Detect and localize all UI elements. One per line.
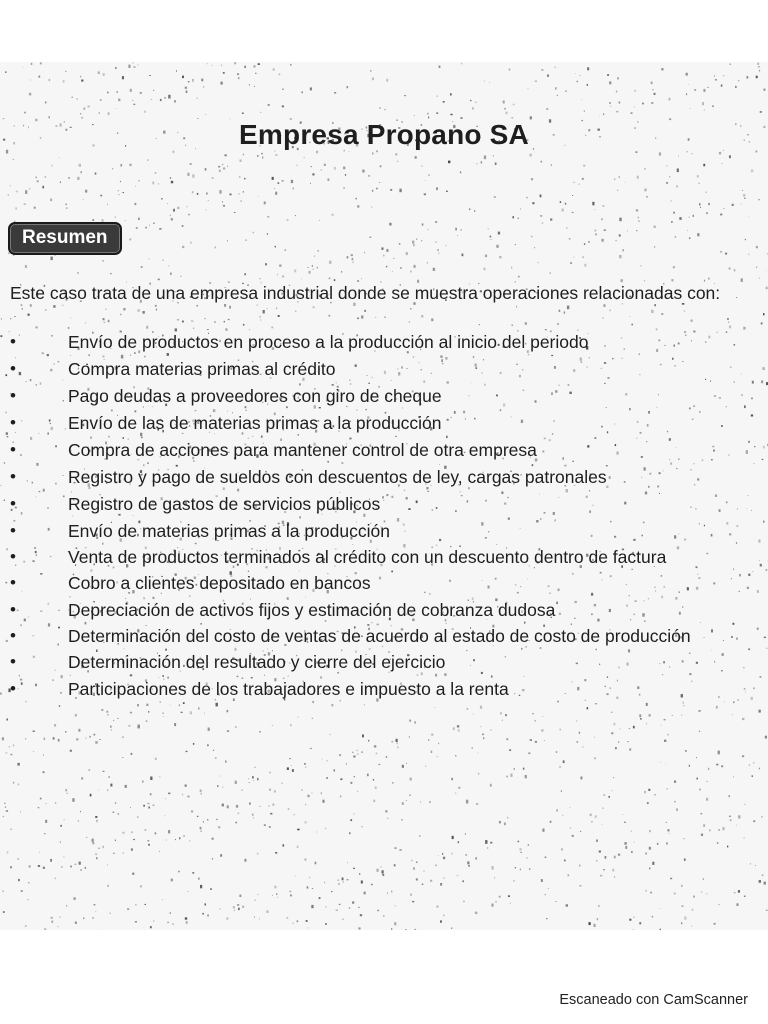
list-item <box>10 520 750 542</box>
bullet-icon: • <box>10 652 16 671</box>
bullet-icon: • <box>10 626 16 645</box>
bullet-icon: • <box>10 521 16 540</box>
list-item-text: Envío de materias primas a la producción <box>68 521 390 541</box>
list-item <box>10 547 750 567</box>
bullet-icon: • <box>10 359 16 378</box>
scanned-paper <box>0 62 768 930</box>
list-item-text: Determinación del resultado y cierre del ejercicio <box>68 652 446 672</box>
section-badge-resumen: Resumen <box>8 222 122 255</box>
list-item <box>10 678 750 700</box>
list-item-text: Cobro a clientes depositado en bancos <box>68 573 371 593</box>
list-item <box>10 358 750 380</box>
bullet-icon: • <box>10 600 16 619</box>
camscanner-watermark: Escaneado con CamScanner <box>559 992 748 1008</box>
intro-paragraph: Este caso trata de una empresa industrial donde se muestra operaciones relacionadas con: <box>10 283 721 303</box>
operations-list <box>10 331 750 705</box>
list-item-text: Participaciones de los trabajadores e impuesto a la renta <box>68 679 509 699</box>
list-item-text: Registro y pago de sueldos con descuentos de ley, cargas patronales <box>68 467 607 487</box>
bullet-icon: • <box>10 573 16 592</box>
list-item-text: Compra materias primas al crédito <box>68 359 336 379</box>
list-item-text: Pago deudas a proveedores con giro de cheque <box>68 386 442 406</box>
bullet-icon: • <box>10 386 16 405</box>
document-title: Empresa Propano SA <box>239 119 529 150</box>
list-item <box>10 572 750 594</box>
list-item-text: Envío de productos en proceso a la producción al inicio del periodo <box>68 332 589 352</box>
list-item <box>10 439 750 461</box>
list-item <box>10 651 750 673</box>
list-item-text: Compra de acciones para mantener control de otra empresa <box>68 440 537 460</box>
list-item <box>10 599 750 621</box>
bullet-icon: • <box>10 547 16 566</box>
bullet-icon: • <box>10 440 16 459</box>
bullet-icon: • <box>10 679 16 698</box>
list-item-text: Venta de productos terminados al crédito con un descuento dentro de factura <box>68 547 667 567</box>
bullet-icon: • <box>10 494 16 513</box>
list-item <box>10 626 750 646</box>
list-item <box>10 331 750 353</box>
bullet-icon: • <box>10 467 16 486</box>
list-item-text: Depreciación de activos fijos y estimación de cobranza dudosa <box>68 600 556 620</box>
list-item-text: Envío de las de materias primas a la producción <box>68 413 442 433</box>
list-item <box>10 466 750 488</box>
list-item <box>10 412 750 434</box>
list-item-text: Registro de gastos de servicios públicos <box>68 494 381 514</box>
bullet-icon: • <box>10 332 16 351</box>
list-item <box>10 493 750 515</box>
bullet-icon: • <box>10 413 16 432</box>
list-item <box>10 385 750 407</box>
list-item-text: Determinación del costo de ventas de acuerdo al estado de costo de producción <box>68 626 691 646</box>
